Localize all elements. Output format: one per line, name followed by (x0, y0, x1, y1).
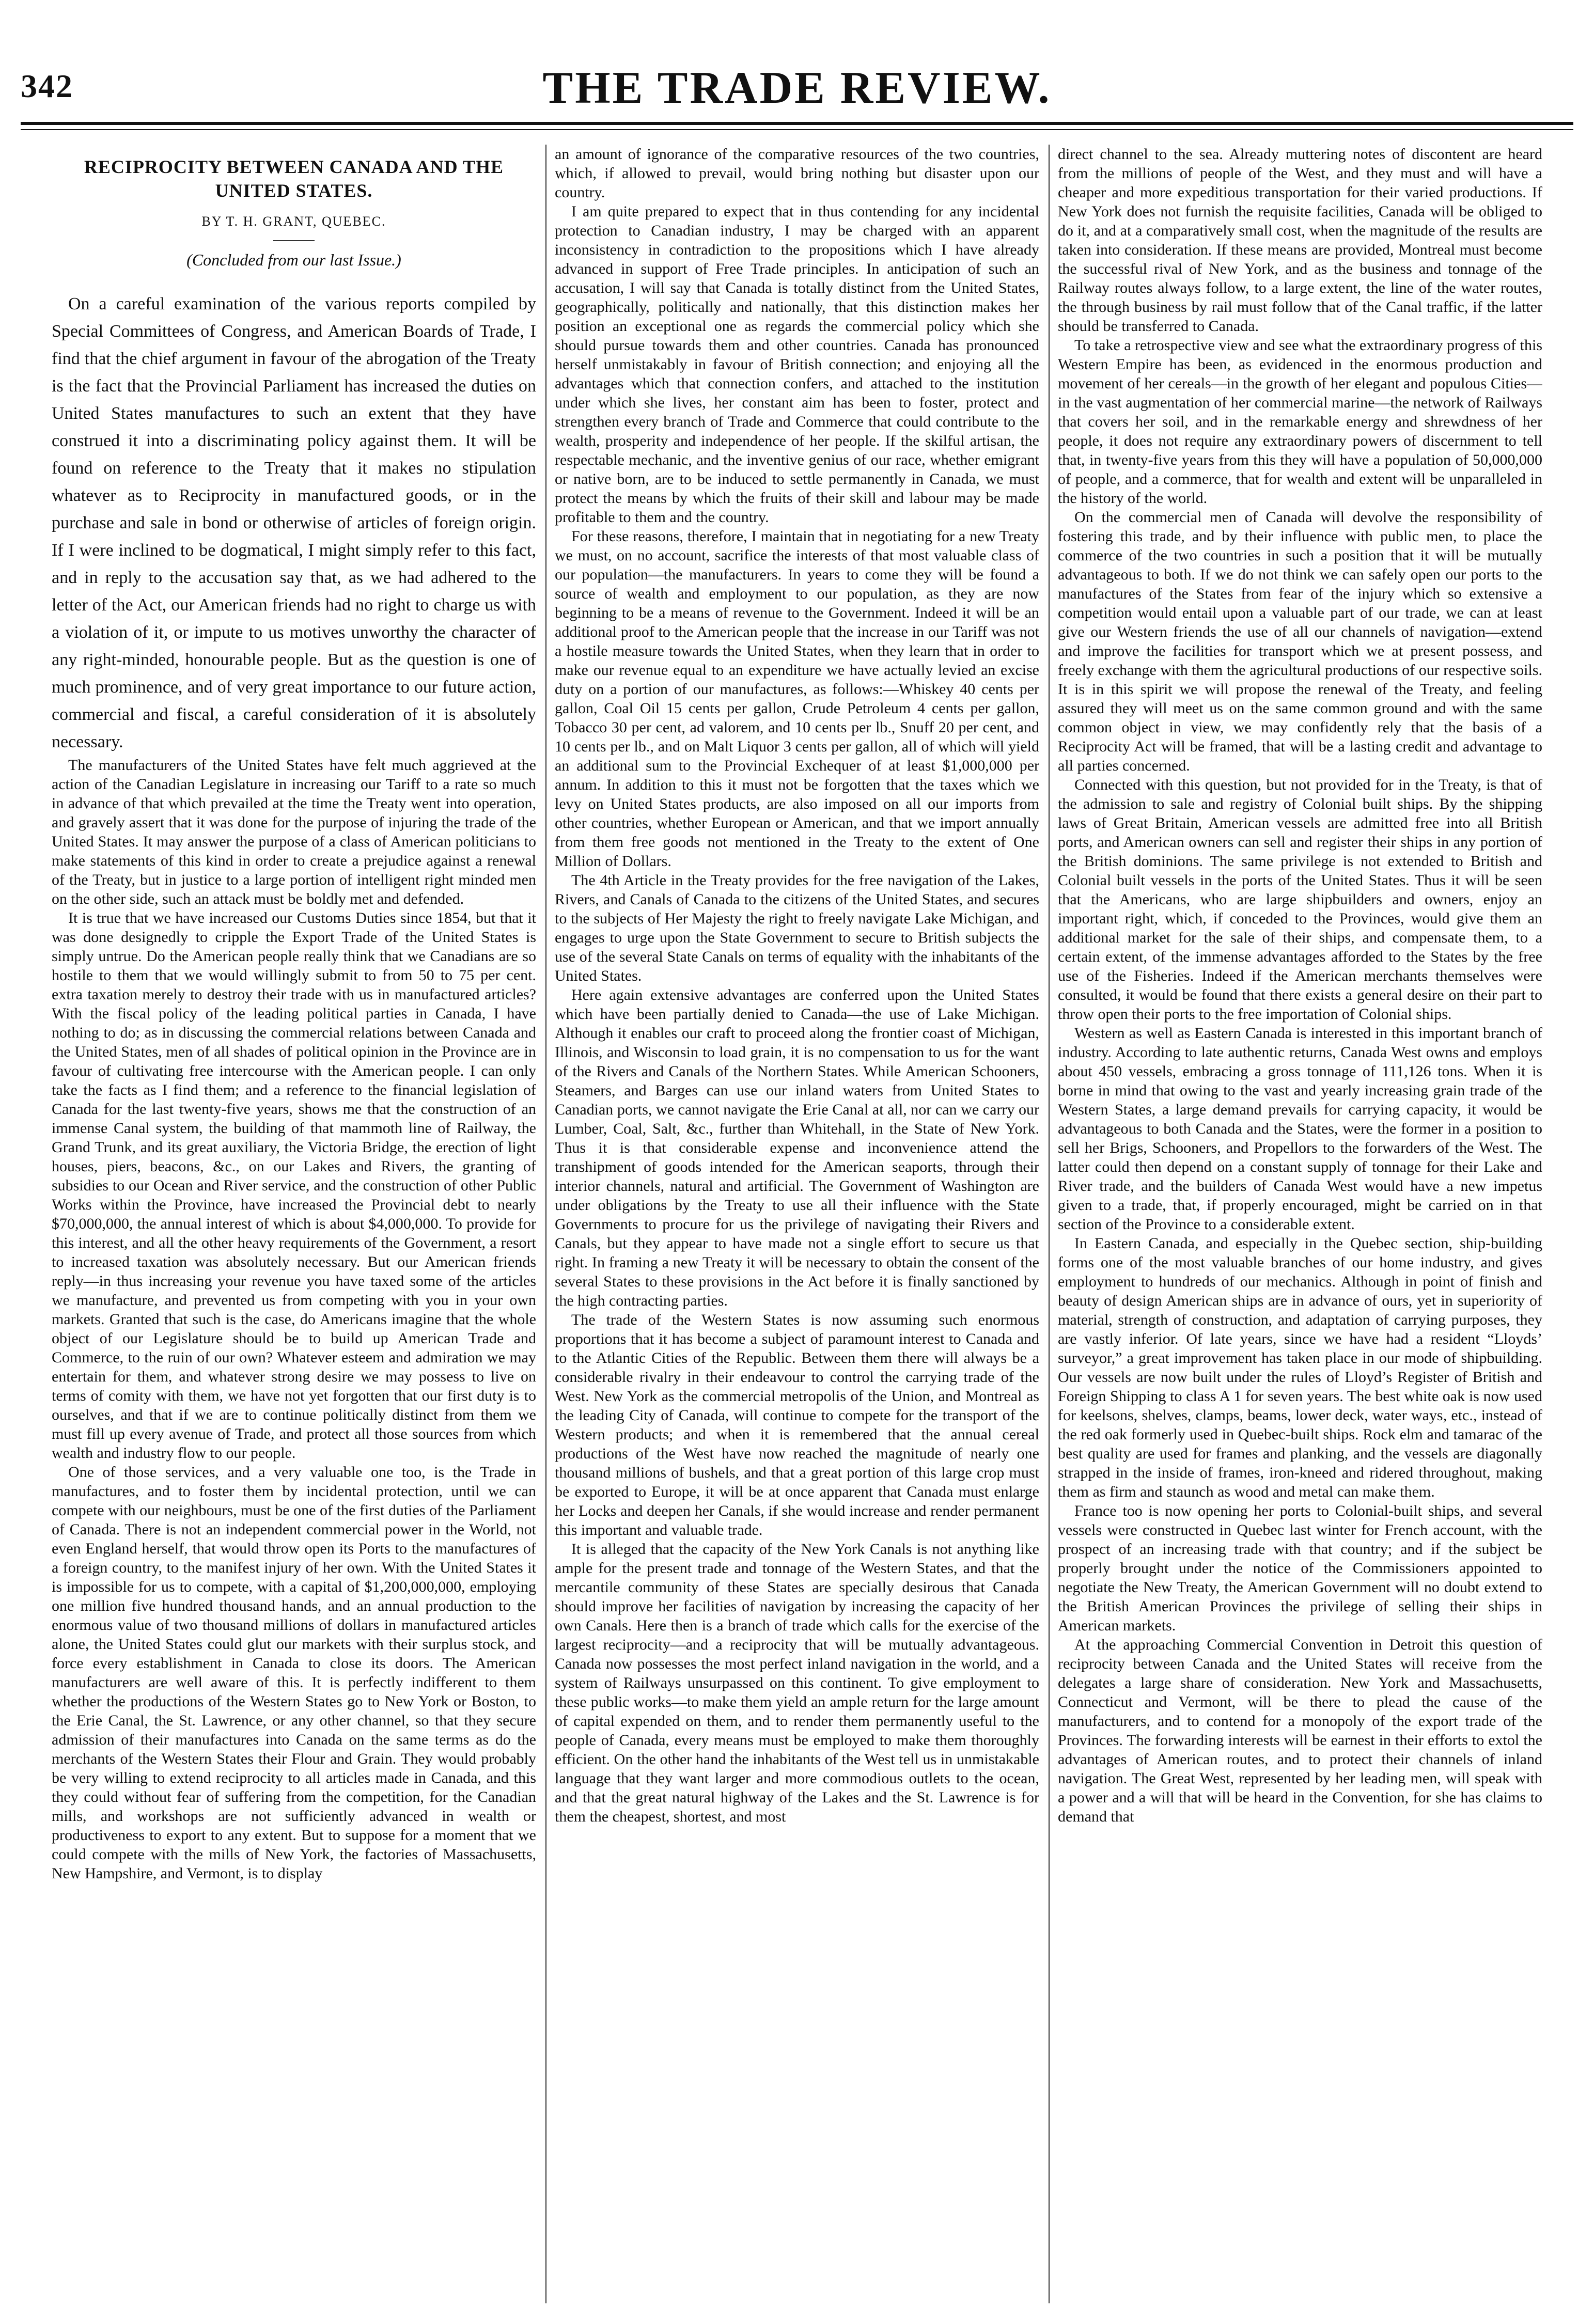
paragraph: It is true that we have increased our Customs Duties since 1854, but that it was done designedly to cripple the Export Trade of the United States is simply untrue. Do the American people really think that we Canadians are so hostile to them that we would willingly submit to from 50 to 75 per cent. extra taxation merely to destroy their trade with us in manufactured articles? With the fiscal policy of the leading political parties in Canada, I have nothing to do; as in discussing the commercial relations between Canada and the United States, men of all shades of political opinion in the Province are in favour of cultivating free intercourse with the American people. I can only take the facts as I find them; and a reference to the financial legislation of Canada for the last twenty-five years, shows me that the construction of an immense Canal system, the building of that mammoth line of Railway, the Grand Trunk, and its great auxiliary, the Victoria Bridge, the erection of light houses, piers, beacons, &c., on our Lakes and Rivers, the granting of subsidies to our Ocean and River service, and the construction of other Public Works within the Province, have increased the Provincial debt to nearly $70,000,000, the annual interest of which is about $4,000,000. To provide for this interest, and all the other heavy requirements of the Government, a resort to increased taxation was absolutely necessary. But our American friends reply—in thus increasing your revenue you have taxed some of the articles we manufacture, and prevented us from competing with you in your own markets. Granted that such is the case, do Americans imagine that the whole object of our Legislature should be to build up American Trade and Commerce, to the ruin of our own? Whatever esteem and admiration we may entertain for them, and whatever strong desire we may possess to live on terms of comity with them, we have not yet forgotten that our first duty is to ourselves, and that if we are to continue politically distinct from them we must fill up every avenue of Trade, and protect all those sources from which wealth and industry flow to our people. (52, 909, 536, 1462)
header-rule-thick (21, 122, 1573, 125)
paragraph: an amount of ignorance of the comparative resources of the two countries, which, if allowed to prevail, would bring nothing but disaster upon our country. (555, 146, 1039, 201)
paragraph: The manufacturers of the United States have felt much aggrieved at the action of the Canadian Legislature in increasing our Tariff to a rate so much in advance of that which prevailed at the time the Treaty went into operation, and gravely assert that it was done for the purpose of injuring the trade of the United States. It may answer the purpose of a class of American politicians to make statements of this kind in order to create a prejudice against a renewal of the Treaty, but in justice to a large portion of intelligent right minded men on the other side, such an attack must be boldly met and defended. (52, 757, 536, 907)
paragraph: The trade of the Western States is now assuming such enormous proportions that it has become a subject of paramount interest to Canada and to the Atlantic Cities of the Republic. Between them there will always be a considerable rivalry in their endeavour to control the carrying trade of the West. New York as the commercial metropolis of the Union, and Montreal as the leading City of Canada, will continue to compete for the transport of the Western products; and when it is remembered that the annual cereal productions of the West have now reached the magnitude of nearly one thousand millions of bushels, and that a great portion of this large crop must be exported to Europe, it will be at once apparent that Canada must enlarge her Locks and deepen her Canals, if she would increase and render permanent this important and valuable trade. (555, 1311, 1039, 1538)
paragraph: Western as well as Eastern Canada is interested in this important branch of industry. According to late authentic returns, Canada West owns and employs about 450 vessels, embracing a gross tonnage of 111,126 tons. When it is borne in mind that owing to the vast and yearly increasing grain trade of the Western States, a large demand prevails for carrying capacity, it would be advantageous to both Canada and the States, were the former in a position to sell her Brigs, Schooners, and Propellors to the forwarders of the West. The latter could then depend on a constant supply of tonnage for their Lake and River trade, and the builders of Canada West would have a new impetus given to a trade, that, if properly encouraged, might be carried on in that section of the Province to a considerable extent. (1058, 1025, 1542, 1233)
paragraph: Connected with this question, but not provided for in the Treaty, is that of the admission to sale and registry of Colonial built ships. By the shipping laws of Great Britain, American vessels are admitted free into all British ports, and American owners can sell and register their ships in any portion of the British dominions. The same privilege is not extended to British and Colonial built vessels in the ports of the United States. Thus it will be seen that the Americans, who are large shipbuilders and owners, enjoy an important right, which, if conceded to the Provinces, would give them an additional market for the sale of their ships, and compensate them, to a certain extent, of the immense advantages afforded to the States by the free use of the Fisheries. Indeed if the American merchants themselves were consulted, it would be found that there exists a general desire on their part to throw open their ports to the free importation of Colonial ships. (1058, 776, 1542, 1023)
paragraph: To take a retrospective view and see what the extraordinary progress of this Western Empire has been, as evidenced in the enormous production and movement of her cereals—in the growth of her elegant and populous Cities—in the vast augmentation of her commercial marine—the network of Railways that covers her soil, and in the remarkable energy and shrewdness of her people, it does not require any extraordinary powers of discernment to tell that, in twenty-five years from this they will have a population of 50,000,000 of people, and a commerce, that for wealth and extent will be unparalleled in the history of the world. (1058, 337, 1542, 507)
byline-rule (273, 240, 315, 241)
page-header (21, 62, 1573, 119)
article-columns (52, 145, 1542, 2303)
journal-title: THE TRADE REVIEW. (542, 63, 1052, 113)
column-1 (52, 145, 536, 2303)
header-rule-thin (21, 129, 1573, 130)
paragraph: direct channel to the sea. Already muttering notes of discontent are heard from the millions of people of the West, and they must and will have a cheaper and more expeditious transportation for their varied productions. If New York does not furnish the requisite facilities, Canada will be obliged to do it, and at a comparatively small cost, when the magnitude of the results are taken into consideration. If these means are provided, Montreal must become the successful rival of New York, and as the business and tonnage of the Railway routes always follow, to a large extent, the line of the water routes, the through business by rail must follow that of the Canal traffic, if the latter should be transferred to Canada. (1058, 146, 1542, 335)
paragraph: Here again extensive advantages are conferred upon the United States which have been partially denied to Canada—the use of Lake Michigan. Although it enables our craft to proceed along the frontier coast of Michigan, Illinois, and Wisconsin to load grain, it is no compensation to us for the want of the Rivers and Canals of the Northern States. While American Schooners, Steamers, and Barges can use our inland waters from United States to Canadian ports, we cannot navigate the Erie Canal at all, nor can we carry our Lumber, Coal, Salt, &c., further than Whitehall, in the State of New York. Thus it is that considerable expense and inconvenience attend the transhipment of goods intended for the American seaports, through their interior channels, natural and artificial. The Government of Washington are under obligations by the Treaty to use all their influence with the State Governments to procure for us the privilege of navigating their Rivers and Canals, but they appear to have made not a single effort to secure us that right. In framing a new Treaty it will be necessary to obtain the consent of the several States to these provisions in the Act before it is finally sanctioned by the high contracting parties. (555, 986, 1039, 1309)
paragraph: On the commercial men of Canada will devolve the responsibility of fostering this trade, and by their influence with public men, to place the commerce of the two countries in such a position that it will be mutually advantageous to both. If we do not think we can safely open our ports to the manufactures of the States from fear of the injury which so extensive a competition would entail upon a valuable part of our trade, we can at least give our Western friends the use of all our channels of navigation—extend and improve the facilities for transport which we at present possess, and freely exchange with them the agricultural productions of our respective soils. It is in this spirit we will propose the renewal of the Treaty, and feeling assured they will meet us on the same common ground and with the same common object in view, we may confidently rely that the basis of a Reciprocity Act will be framed, that will be a lasting credit and advantage to all parties concerned. (1058, 509, 1542, 774)
column-3 (1058, 145, 1542, 2303)
column-2 (555, 145, 1039, 2303)
paragraph: In Eastern Canada, and especially in the Quebec section, ship-building forms one of the most valuable branches of our home industry, and gives employment to hundreds of our mechanics. Although in point of finish and beauty of design American ships are in advance of ours, yet in superiority of material, strength of construction, and adaptation of carrying purposes, they are vastly inferior. Of late years, since we have had a resident “Lloyds’ surveyor,” a great improvement has taken place in our mode of shipbuilding. Our vessels are now built under the rules of Lloyd’s Register of British and Foreign Shipping to class A 1 for seven years. The best white oak is now used for keelsons, shelves, clamps, beams, lower deck, water ways, etc., instead of the red oak formerly used in Quebec-built ships. Rock elm and tamarac of the best quality are used for frames and planking, and the vessels are diagonally strapped in the inside of frames, iron-kneed and ridered throughout, making them as firm and staunch as wood and metal can make them. (1058, 1235, 1542, 1500)
paragraph: At the approaching Commercial Convention in Detroit this question of reciprocity between Canada and the United States will receive from the delegates a large share of consideration. New York and Massachusetts, Connecticut and Vermont, will be there to plead the cause of the manufacturers, and to contend for a monopoly of the export trade of the Provinces. The forwarding interests will be earnest in their efforts to extol the advantages of American routes, and to protect their channels of inland navigation. The Great West, represented by her leading men, will speak with a power and a will that will be heard in the Convention, for she has claims to demand that (1058, 1636, 1542, 1825)
paragraph: I am quite prepared to expect that in thus contending for any incidental protection to Canadian industry, I may be charged with an apparent inconsistency in contradiction to the propositions which I have already advanced in support of Free Trade principles. In anticipation of such an accusation, I will say that Canada is totally distinct from the United States, geographically, politically and nationally, that this distinction makes her position an exceptional one as regards the commercial policy which she should pursue towards them and other countries. Canada has pronounced herself unmistakably in favour of British connection; and enjoying all the advantages which that connection confers, and attached to the institution under which she lives, her constant aim has been to foster, protect and strengthen every branch of Trade and Commerce that could contribute to the wealth, prosperity and independence of her people. If the skilful artisan, the respectable mechanic, and the inventive genius of our race, whether emigrant or native born, are to be induced to settle permanently in Canada, we must protect the means by which the fruits of their skill and labour may be made profitable to them and the country. (555, 203, 1039, 526)
continued-note: (Concluded from our last Issue.) (186, 250, 401, 269)
paragraph: For these reasons, therefore, I maintain that in negotiating for a new Treaty we must, on no account, sacrifice the interests of that most valuable class of our population—the manufacturers. In years to come they will be found a source of wealth and employment to our population, as they are now beginning to be a means of revenue to the Government. Indeed it will be an additional proof to the American people that the increase in our Tariff was not a hostile measure towards the United States, when they learn that in order to make our revenue equal to an expenditure we have actually levied an excise duty on a portion of our manufactures, as follows:—Whiskey 40 cents per gallon, Coal Oil 15 cents per gallon, Crude Petroleum 4 cents per gallon, Tobacco 30 per cent, ad valorem, and 10 cents per lb., Snuff 20 per cent, and 10 cents per lb., and on Malt Liquor 3 cents per gallon, all of which will yield an additional sum to the Provincial Exchequer of at least $1,000,000 per annum. In addition to this it must not be forgotten that the taxes which we levy on United States products, are also imposed on all our imports from other countries, whether European or American, and that we import annually from them free goods not mentioned in the Treaty to the extent of One Million of Dollars. (555, 528, 1039, 870)
paragraph: It is alleged that the capacity of the New York Canals is not anything like ample for the present trade and tonnage of the Western States, and that the mercantile community of these States are specially desirous that Canada should improve her facilities of navigation by increasing the capacity of her own Canals. Here then is a branch of trade which calls for the exercise of the largest reciprocity—and a reciprocity that will be mutually advantageous. Canada now possesses the most perfect inland navigation in the world, and a system of Railways unsurpassed on this continent. To give employment to these public works—to make them yield an ample return for the large amount of capital expended on them, and to render them permanently useful to the people of Canada, every means must be employed to make them thoroughly efficient. On the other hand the inhabitants of the West tell us in unmistakable language that they want larger and more commodious outlets to the ocean, and that the great natural highway of the Lakes and the St. Lawrence is for them the cheapest, shortest, and most (555, 1541, 1039, 1825)
article-title: RECIPROCITY BETWEEN CANADA AND THE UNITED STATES. (84, 156, 504, 201)
article-byline: BY T. H. GRANT, QUEBEC. (201, 214, 386, 229)
paragraph: The 4th Article in the Treaty provides for the free navigation of the Lakes, Rivers, and Canals of Canada to the citizens of the United States, and secures to the subjects of Her Majesty the right to freely navigate Lake Michigan, and engages to urge upon the State Government to secure to British subjects the use of the several State Canals on terms of equality with the inhabitants of the United States. (555, 872, 1039, 984)
paragraph: On a careful examination of the various reports compiled by Special Committees of Congress, and American Boards of Trade, I find that the chief argument in favour of the abrogation of the Treaty is the fact that the Provincial Parliament has increased the duties on United States manufactures to such an extent that they have construed it into a discriminating policy against them. It will be found on reference to the Treaty that it makes no stipulation whatever as to Reciprocity in manufactured goods, or in the purchase and sale in bond or otherwise of articles of foreign origin. If I were inclined to be dogmatical, I might simply refer to this fact, and in reply to the accusation say that, as we had adhered to the letter of the Act, our American friends had no right to charge us with a violation of it, or impute to us motives unworthy the character of any right-minded, honourable people. But as the question is one of much prominence, and of very great importance to our future action, commercial and fiscal, a careful consideration of it is absolutely necessary. (52, 294, 536, 751)
paragraph: One of those services, and a very valuable one too, is the Trade in manufactures, and to foster them by incidental protection, until we can compete with our neighbours, must be one of the first duties of the Parliament of Canada. There is not an independent commercial power in the World, not even England herself, that would throw open its Ports to the manufactures of a foreign country, to the manifest injury of her own. With the United States it is impossible for us to compete, with a capital of $1,200,000,000, employing one million five hundred thousand hands, and an annual production to the enormous value of two thousand millions of dollars in manufactured articles alone, the United States could glut our markets with their surplus stock, and force every establishment in Canada to close its doors. The American manufacturers are well aware of this. It is perfectly indifferent to them whether the productions of the Western States go to New York or Boston, to the Erie Canal, the St. Lawrence, or any other channel, so that they secure admission of their manufactures into Canada on the same terms as do the merchants of the Western States their Flour and Grain. They would probably be very willing to extend reciprocity to all articles made in Canada, and this they could without fear of suffering from the competition, for the Canadian mills, and workshops are not sufficiently advanced in wealth or productiveness to export to any extent. But to suppose for a moment that we could compete with the mills of New York, the factories of Massachusetts, New Hampshire, and Vermont, is to display (52, 1464, 536, 1882)
page-number: 342 (21, 68, 73, 104)
paragraph: France too is now opening her ports to Colonial-built ships, and several vessels were constructed in Quebec last winter for French account, with the prospect of an increasing trade with that country; and if the subject be properly brought under the notice of the Commissioners appointed to negotiate the New Treaty, the American Government will no doubt extend to the British American Provinces the privilege of selling their ships in American markets. (1058, 1502, 1542, 1634)
